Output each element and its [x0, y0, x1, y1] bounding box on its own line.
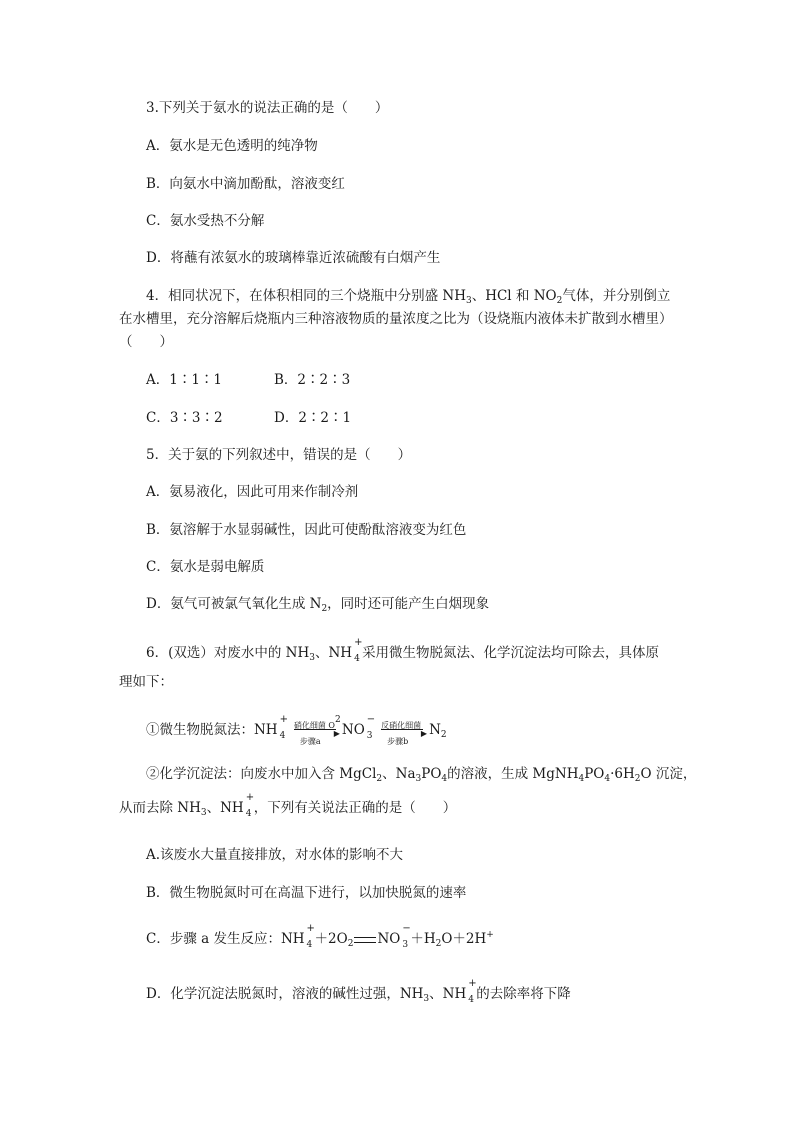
q3-stem: 3.下列关于氨水的说法正确的是（ ） — [146, 100, 389, 116]
q6-option-b: B．微生物脱氮时可在高温下进行，以加快脱氮的速率 — [146, 885, 467, 901]
subscript: 2 — [321, 604, 328, 614]
q6-method2-line1: ②化学沉淀法：向废水中加入含 MgCl$_2$、$Na_3PO_4$的溶液，生成 $MgNH_4PO_4\cdot 6H_2O$ 沉淀， — [146, 766, 697, 784]
q5-stem: 5．关于氨的下列叙述中，错误的是（ ） — [146, 447, 412, 463]
q4-option-d: D．2∶2∶1 — [274, 410, 352, 426]
ammonium-charge: + 4 — [245, 792, 255, 819]
q6-option-c: C．步骤 a 发生反应：NH + 4 $+2O_2$ NO − 3 $+H_2O+2H^+$ — [146, 923, 494, 950]
q4-option-b: B．2∶2∶3 — [274, 372, 351, 388]
q5-option-c: C．氨水是弱电解质 — [146, 559, 265, 575]
q3-option-d: D．将蘸有浓氨水的玻璃棒靠近浓硫酸有白烟产生 — [146, 250, 441, 266]
q6-method1: ①微生物脱氮法：NH + 4 硝化细菌 $O^2$ ▶ 步骤a NO − 3 反硝化细菌 ▶ 步骤b $N_2$ — [146, 714, 447, 746]
q4-options-row2 — [146, 409, 352, 427]
arrow-head-icon: ▶ — [420, 729, 428, 738]
q6-stem-line1: 6．(双选）对废水中的 $NH_3$、NH + 4 采用微生物脱氮法、化学沉淀法均可除去，具体原 — [146, 637, 660, 664]
q4-options-row1 — [146, 371, 351, 389]
q3-option-c: C．氨水受热不分解 — [146, 213, 265, 229]
subscript: 2 — [556, 296, 563, 306]
q5-option-b: B．氨溶解于水显弱碱性，因此可使酚酞溶液变为红色 — [146, 522, 467, 538]
ammonium-charge: + 4 — [306, 923, 315, 950]
q5-option-d: D．氨气可被氯气氧化生成 $N_2$，同时还可能产生白烟现象 — [146, 596, 490, 614]
q4-stem-line3: （ ） — [119, 334, 173, 350]
subscript: 3 — [465, 296, 472, 306]
arrow-head-icon: ▶ — [333, 729, 340, 738]
nitrate-charge: − 3 — [402, 923, 411, 950]
q6-method2-line2: 从而去除 $NH_3$、NH + 4 ，下列有关说法正确的是（ ） — [119, 792, 457, 819]
q5-option-a: A．氨易液化，因此可用来作制冷剂 — [146, 484, 359, 500]
subscript: 2 — [440, 730, 447, 740]
q6-option-a: A.该废水大量直接排放，对水体的影响不大 — [146, 847, 404, 863]
q6-option-d: D．化学沉淀法脱氮时，溶液的碱性过强，$NH_3$、NH + 4 的去除率将下降 — [146, 978, 571, 1005]
ammonium-charge: + 4 — [279, 714, 288, 741]
q4-option-a: A．1∶1∶1 — [146, 372, 223, 388]
q6-stem-line2: 理如下： — [119, 674, 173, 690]
reaction-arrow-b: 反硝化细菌 ▶ 步骤b — [381, 721, 428, 746]
ammonium-charge: + 4 — [354, 637, 363, 664]
reaction-arrow-a: 硝化细菌 $O^2$ ▶ 步骤a — [293, 715, 341, 746]
ammonium-charge: + 4 — [468, 978, 477, 1005]
nitrate-charge: − 3 — [366, 714, 376, 741]
q4-stem-line1: 4．相同状况下，在体积相同的三个烧瓶中分别盛 $NH_3$、HCl 和 $NO_2$气体，并分别倒立 — [146, 288, 671, 306]
q4-option-c: C．3∶3∶2 — [146, 410, 223, 426]
q4-stem-line2: 在水槽里，充分溶解后烧瓶内三种溶液物质的量浓度之比为（设烧瓶内液体未扩散到水槽里） — [119, 311, 673, 327]
q3-option-b: B．向氨水中滴加酚酞，溶液变红 — [146, 176, 345, 192]
equals-sign — [354, 937, 376, 943]
q3-option-a: A．氨水是无色透明的纯净物 — [146, 138, 318, 154]
subscript: 3 — [309, 653, 315, 663]
